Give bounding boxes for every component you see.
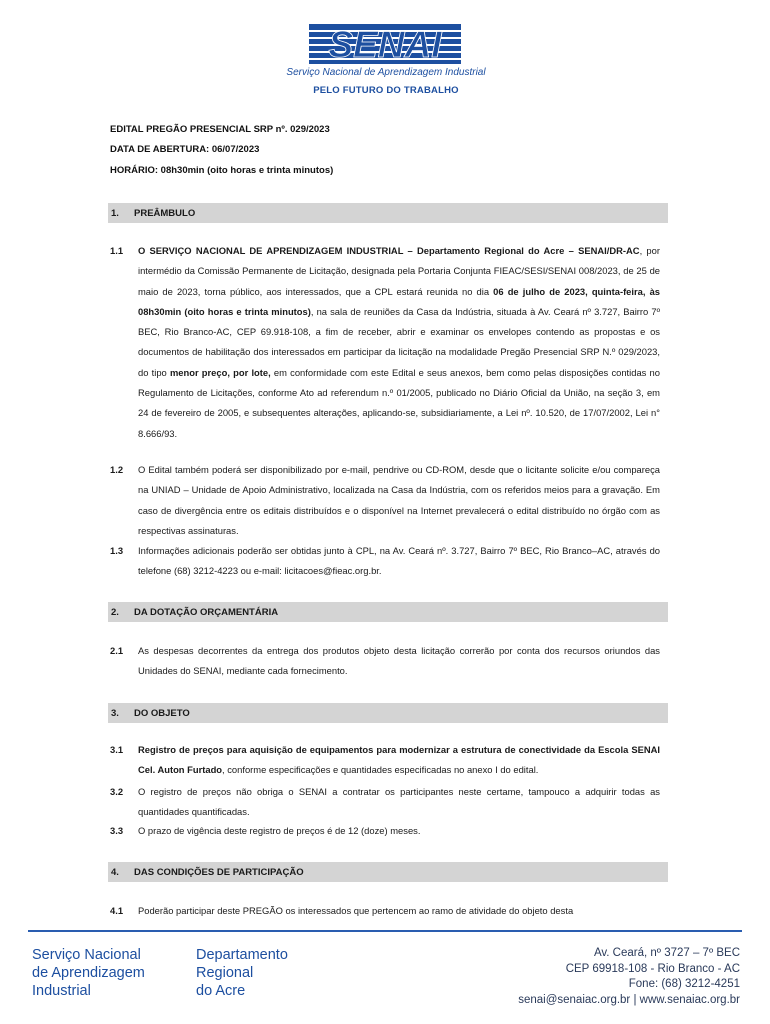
clause-text: As despesas decorrentes da entrega dos produtos objeto desta licitação correrão por conta dos recursos oriundos das Unidades do SENAI, mediante cada fornecimento. — [138, 645, 660, 677]
section-title: DA DOTAÇÃO ORÇAMENTÁRIA — [134, 606, 279, 618]
clause-number: 4.1 — [110, 905, 124, 916]
clause-4-1 — [110, 901, 660, 921]
footer-line: Industrial — [32, 983, 91, 999]
clause-1-1 — [110, 241, 660, 444]
footer-line: Departamento — [196, 947, 288, 963]
footer-cep: CEP 69918-108 - Rio Branco - AC — [565, 962, 740, 975]
clause-number: 2.1 — [110, 645, 124, 656]
logo-subtitle: Serviço Nacional de Aprendizagem Industrial — [286, 67, 486, 78]
section-header-4 — [108, 862, 668, 882]
clause-number: 3.3 — [110, 825, 124, 836]
footer-org-name — [32, 946, 145, 1000]
clause-number: 1.2 — [110, 464, 124, 475]
clause-text: O prazo de vigência deste registro de preços é de 12 (doze) meses. — [138, 825, 421, 836]
section-title: DAS CONDIÇÕES DE PARTICIPAÇÃO — [134, 866, 304, 878]
edital-number: EDITAL PREGÃO PRESENCIAL SRP nº. 029/2023 — [110, 124, 330, 135]
section-number: 4. — [111, 866, 119, 878]
clause-bold: Registro de preços para aquisição de equipamentos para modernizar a estrutura de conectividade da Escola SENAI Cel. Auton Furtado — [138, 744, 660, 776]
clause-text: , por intermédio da Comissão Permanente de Licitação, designada pela Portaria Conjunta FIEAC/SESI/SENAI 008/2023, de 25 de maio de 2023, torna público, aos interessados, que a CPL estará reunida no dia — [138, 245, 660, 297]
footer-address: Av. Ceará, nº 3727 – 7º BEC — [593, 947, 740, 959]
section-header-3 — [108, 703, 668, 723]
clause-number: 1.3 — [110, 545, 124, 556]
footer-line: de Aprendizagem — [32, 965, 145, 981]
clause-3-2 — [110, 782, 660, 823]
clause-2-1 — [110, 641, 660, 682]
section-number: 3. — [111, 707, 119, 719]
logo-text: SENAI — [328, 24, 442, 64]
section-title: PREÂMBULO — [134, 207, 196, 219]
opening-time: HORÁRIO: 08h30min (oito horas e trinta minutos) — [110, 165, 334, 176]
clause-text: Poderão participar deste PREGÃO os interessados que pertencem ao ramo de atividade do objeto desta — [138, 905, 574, 916]
clause-text: , na sala de reuniões da Casa da Indústria, situada à Av. Ceará nº 3.727, Bairro 7º BEC, Rio Branco-AC, CEP 69.918-108, a fim de receber, abrir e examinar os envelopes contendo as propostas e os documentos de habilitação dos interessados em participar da licitação na modalidade Pregão Presencial SRP N.º 029/2023, do tipo — [138, 305, 660, 378]
clause-3-1 — [110, 740, 660, 781]
clause-1-2 — [110, 460, 660, 541]
clause-text: Informações adicionais poderão ser obtidas junto à CPL, na Av. Ceará nº. 3.727, Bairro 7º BEC, Rio Branco–AC, através do telefone (68) 3212-4223 ou e-mail: licitacoes@fieac.org.br. — [138, 545, 660, 577]
footer-line: Regional — [196, 965, 254, 981]
senai-logo — [309, 24, 461, 64]
logo-motto: PELO FUTURO DO TRABALHO — [313, 85, 459, 96]
clause-bold: menor preço, por lote, — [169, 366, 271, 378]
footer-email-web[interactable]: senai@senaiac.org.br | www.senaiac.org.br — [518, 993, 740, 1006]
clause-text: em conformidade com este Edital e seus anexos, bem como pelas disposições contidas no Regulamento de Licitações, conforme Ato ad referendum n.º 01/2005, publicado no Diário Oficial da União, na seção 3, em 24 de fevereiro de 2005, e subsequentes alterações, aplicando-se, subsidiariamente, a Lei nº. 10.520, de 17/07/2002, Lei n° 8.666/93. — [138, 366, 660, 439]
clause-text: O Edital também poderá ser disponibilizado por e-mail, pendrive ou CD-ROM, desde que o licitante solicite e/ou compareça na UNIAD – Unidade de Apoio Administrativo, localizada na Casa da Indústria, com os referidos meios para a gravação. Em caso de divergência entre os editais distribuídos e o disponível na Internet prevalecerá o edital distribuído no órgão com as respectivas assinaturas. — [138, 464, 660, 536]
footer-phone: Fone: (68) 3212-4251 — [628, 978, 740, 990]
section-number: 1. — [111, 207, 119, 219]
section-title: DO OBJETO — [134, 707, 190, 719]
clause-number: 3.1 — [110, 744, 124, 755]
footer-line: Serviço Nacional — [32, 947, 141, 963]
clause-bold: O SERVIÇO NACIONAL DE APRENDIZAGEM INDUSTRIAL – Departamento Regional do Acre – SENAI/DR-AC — [138, 245, 640, 256]
clause-number: 1.1 — [110, 245, 124, 256]
footer-department — [196, 946, 288, 1000]
clause-number: 3.2 — [110, 786, 124, 797]
clause-text: , conforme especificações e quantidades especificadas no anexo I do edital. — [222, 764, 539, 776]
clause-1-3 — [110, 541, 660, 582]
clause-text: O registro de preços não obriga o SENAI a contratar os participantes neste certame, tampouco a adquirir todas as quantidades quantificadas. — [138, 786, 660, 818]
section-number: 2. — [111, 606, 119, 618]
footer-divider — [28, 930, 742, 932]
section-header-1 — [108, 203, 668, 223]
opening-date: DATA DE ABERTURA: 06/07/2023 — [110, 144, 260, 155]
footer-line: do Acre — [196, 983, 246, 999]
footer-contact — [518, 946, 740, 1008]
section-header-2 — [108, 602, 668, 622]
clause-3-3 — [110, 821, 660, 841]
clause-bold: 06 de julho de 2023, quinta-feira, às 08h30min (oito horas e trinta minutos) — [138, 285, 660, 317]
